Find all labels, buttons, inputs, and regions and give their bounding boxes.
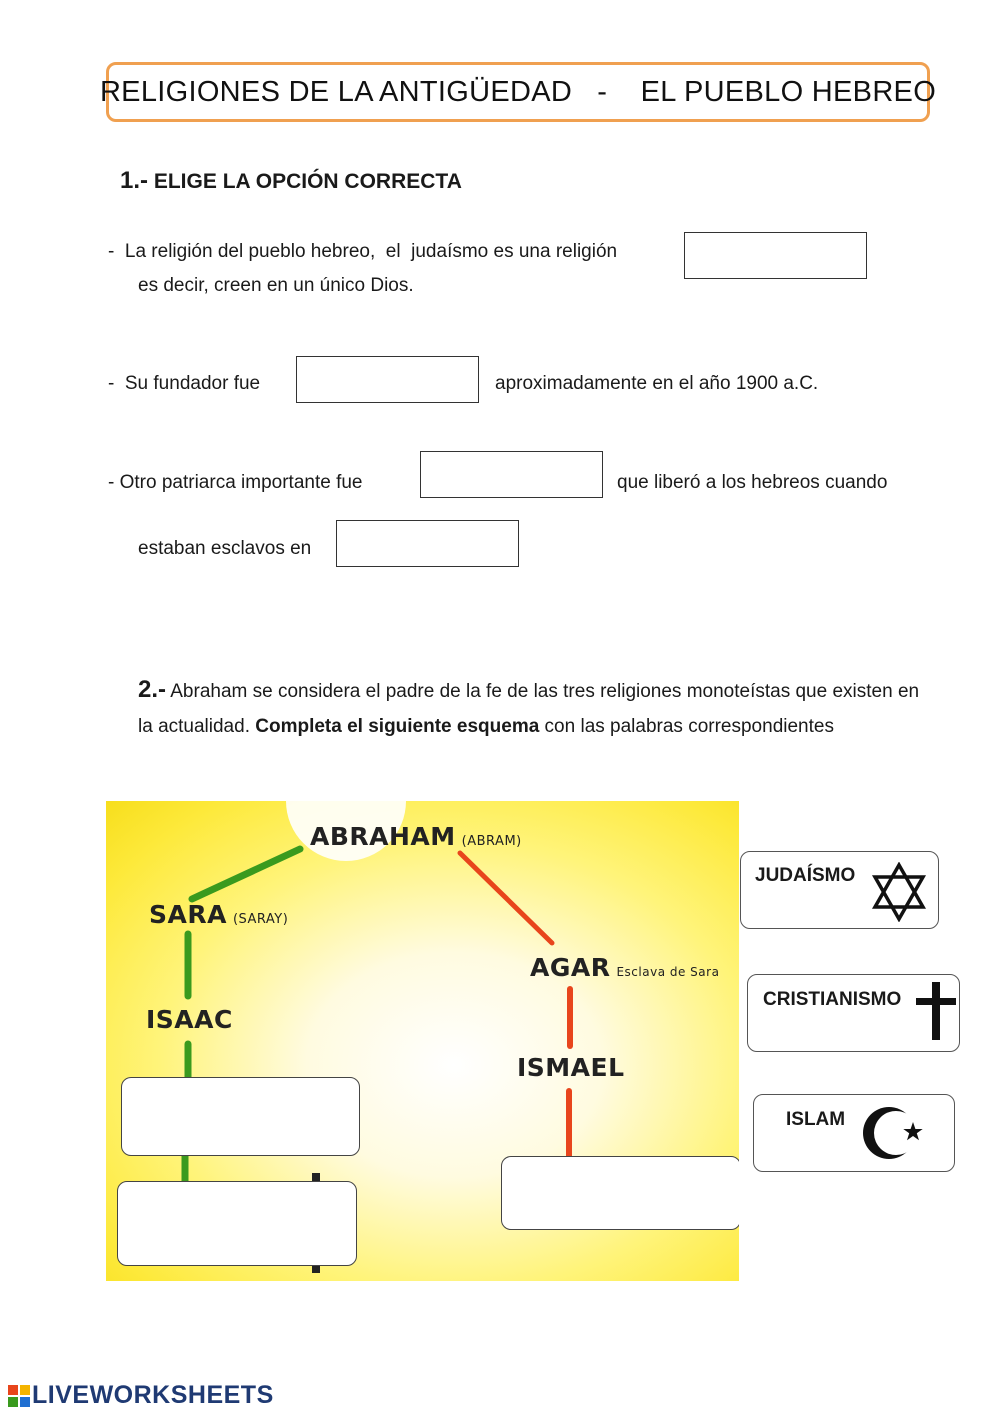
section-2-text-2: con las palabras correspondientes [539, 716, 834, 737]
node-isaac [146, 1005, 233, 1034]
liveworksheets-logo-icon [8, 1385, 30, 1407]
node-ismael [517, 1053, 625, 1082]
answer-input-patriarch[interactable] [420, 451, 603, 498]
node-sara [149, 900, 288, 929]
question-4-text: estaban esclavos en [138, 538, 312, 559]
answer-input-religion-type[interactable] [684, 232, 867, 279]
crescent-star-icon [862, 1103, 928, 1163]
religion-label-christianity: CRISTIANISMO [763, 989, 902, 1010]
abraham-agar-line [460, 853, 552, 943]
node-agar-label: AGAR [530, 953, 611, 982]
footer-brand-text: LIVEWORKSHEETS [32, 1381, 274, 1409]
node-isaac-label: ISAAC [146, 1005, 233, 1034]
drop-slot-isaac-descendant[interactable] [121, 1077, 360, 1156]
drop-slot-ismael-descendant[interactable] [501, 1156, 739, 1230]
section-2-number: 2.- [138, 676, 167, 703]
node-ismael-label: ISMAEL [517, 1053, 625, 1082]
section-1-title [120, 167, 462, 195]
question-2-text-cont: aproximadamente en el año 1900 a.C. [495, 373, 819, 394]
node-sara-alt: (SARAY) [232, 912, 289, 927]
page-title [99, 62, 937, 122]
religion-card-judaism[interactable] [740, 851, 939, 929]
drop-slot-isaac-grandchild[interactable] [117, 1181, 357, 1266]
answer-input-founder[interactable] [296, 356, 479, 403]
section-1-number: 1.- [120, 167, 149, 194]
religion-card-islam[interactable] [753, 1094, 955, 1172]
node-abraham-label: ABRAHAM [310, 822, 456, 851]
cross-icon [914, 980, 958, 1042]
question-1-text: - La religión del pueblo hebreo, el judaísmo es una religión [108, 241, 618, 262]
node-agar [530, 953, 719, 982]
answer-input-enslaved-place[interactable] [336, 520, 519, 567]
religion-label-judaism: JUDAÍSMO [755, 865, 856, 886]
node-abraham [310, 822, 522, 851]
node-sara-label: SARA [149, 900, 227, 929]
node-agar-note: Esclava de Sara [616, 965, 720, 979]
question-2-text: - Su fundador fue [108, 373, 261, 394]
star-of-david-icon [871, 862, 927, 922]
section-2-instructions [138, 672, 938, 744]
section-1-heading: ELIGE LA OPCIÓN CORRECTA [148, 170, 462, 193]
question-3-text-cont: que liberó a los hebreos cuando [617, 472, 888, 493]
node-abraham-alt: (ABRAM) [461, 834, 522, 849]
question-1-text-cont: es decir, creen en un único Dios. [138, 275, 414, 296]
section-2-bold-text: Completa el siguiente esquema [255, 716, 540, 737]
abraham-sara-line [192, 849, 300, 899]
family-tree-diagram [106, 801, 739, 1281]
page-title-text: RELIGIONES DE LA ANTIGÜEDAD - EL PUEBLO HEBREO [99, 75, 937, 108]
religion-label-islam: ISLAM [786, 1109, 846, 1130]
religion-card-christianity[interactable] [747, 974, 960, 1052]
section-2-text-1: Abraham se considera el padre de la fe de las tres religiones monoteístas que existen en la actualidad. [138, 681, 920, 737]
question-3-text: - Otro patriarca importante fue [108, 472, 363, 493]
footer-brand[interactable] [8, 1381, 274, 1410]
